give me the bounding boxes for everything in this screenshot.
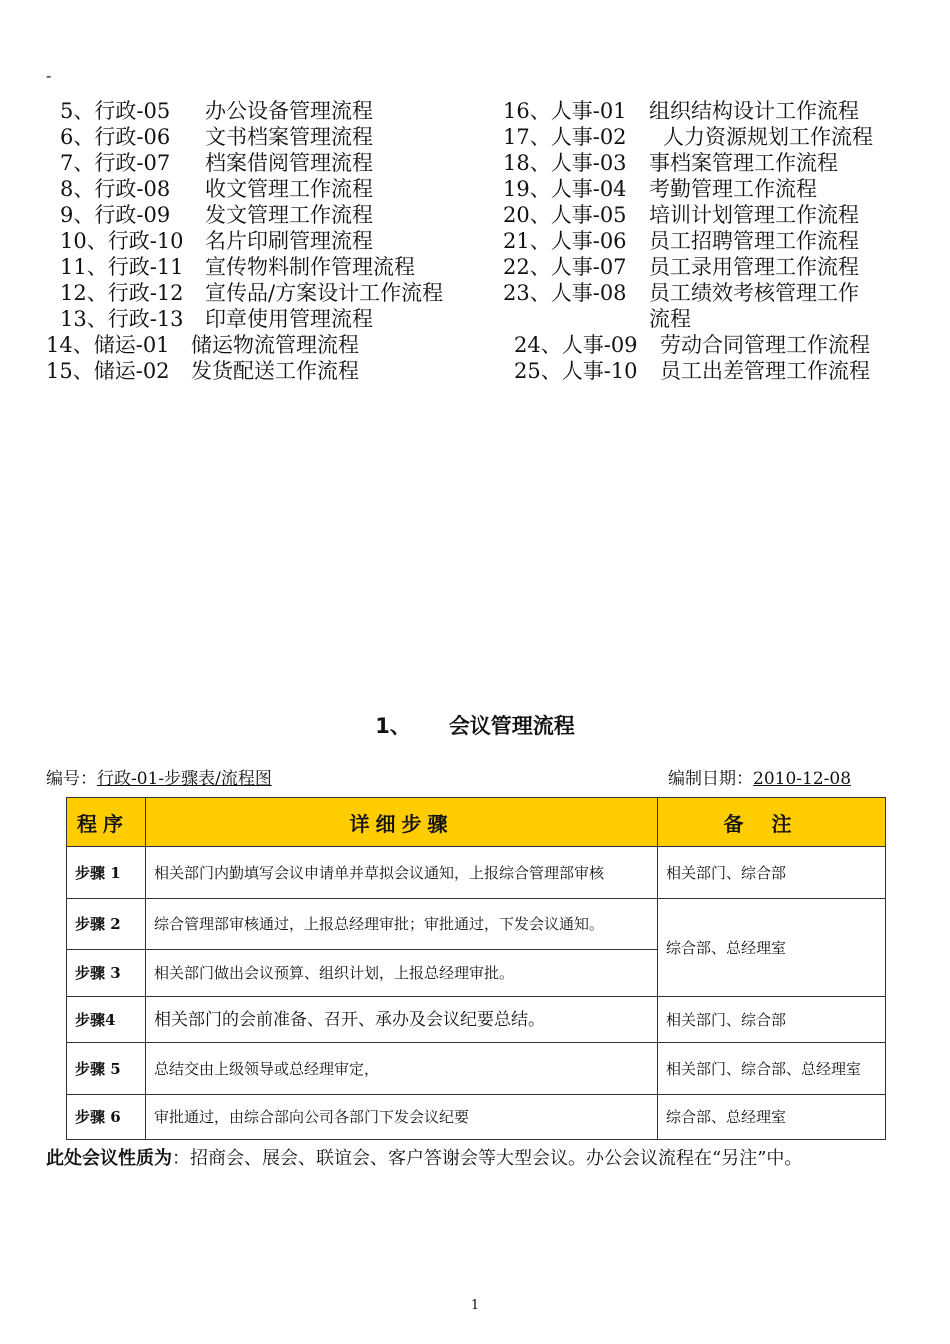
- step-detail: 综合管理部审核通过，上报总经理审批；审批通过，下发会议通知。: [146, 899, 658, 950]
- toc-item: [514, 332, 870, 358]
- step-note: 相关部门、综合部: [658, 847, 886, 899]
- step-note: 综合部、总经理室: [658, 1095, 886, 1140]
- toc-item: [503, 98, 859, 124]
- toc-number: 23、人事-08: [503, 281, 627, 305]
- toc-number: 25、人事-10: [514, 359, 638, 383]
- table-row: [67, 847, 886, 899]
- step-note: 相关部门、综合部、总经理室: [658, 1043, 886, 1095]
- toc-number: 24、人事-09: [514, 333, 638, 357]
- toc-item-continuation: 流程: [649, 307, 691, 331]
- step-detail: 审批通过，由综合部向公司各部门下发会议纪要: [146, 1095, 658, 1140]
- document-code: [46, 764, 272, 789]
- meeting-type-note: [46, 1144, 802, 1170]
- step-detail: 相关部门的会前准备、召开、承办及会议纪要总结。: [146, 997, 658, 1043]
- step-note: 相关部门、综合部: [658, 997, 886, 1043]
- step-label: 步骤 3: [67, 950, 146, 997]
- toc-item: [503, 176, 817, 202]
- code-value: 行政-01-步骤表/流程图: [97, 769, 272, 789]
- toc-item: [46, 358, 359, 384]
- toc-item: [60, 176, 373, 202]
- toc-title: 文书档案管理流程: [205, 125, 373, 149]
- page-number: 1: [470, 1298, 480, 1313]
- toc-number: 18、人事-03: [503, 151, 627, 175]
- toc-item: [60, 202, 373, 228]
- toc-title: 办公设备管理流程: [205, 99, 373, 123]
- toc-item: [503, 254, 859, 280]
- toc-number: 15、储运-02: [46, 359, 170, 383]
- document-date: [668, 764, 851, 789]
- toc-item: [60, 98, 373, 124]
- toc-number: 17、人事-02: [503, 125, 627, 149]
- header-mark: -: [46, 66, 52, 85]
- toc-title: 员工招聘管理工作流程: [649, 229, 859, 253]
- toc-item: [503, 202, 859, 228]
- toc-number: 5、行政-05: [60, 99, 171, 123]
- toc-title: 宣传品/方案设计工作流程: [205, 281, 444, 305]
- toc-item: [503, 124, 873, 150]
- step-note: 综合部、总经理室: [658, 899, 886, 997]
- toc-item: [60, 306, 373, 332]
- toc-title: 考勤管理工作流程: [649, 177, 817, 201]
- step-label: 步骤 1: [67, 847, 146, 899]
- toc-item: [46, 332, 359, 358]
- step-detail: 总结交由上级领导或总经理审定，: [146, 1043, 658, 1095]
- section-number: 1、: [375, 714, 411, 738]
- toc-number: 16、人事-01: [503, 99, 627, 123]
- toc-number: 7、行政-07: [60, 151, 171, 175]
- date-value: 2010-12-08: [753, 769, 852, 789]
- step-detail: 相关部门内勤填写会议申请单并草拟会议通知，上报综合管理部审核: [146, 847, 658, 899]
- toc-title: 收文管理工作流程: [205, 177, 373, 201]
- step-label: 步骤 6: [67, 1095, 146, 1140]
- toc-item: [503, 150, 838, 176]
- table-row: [67, 899, 886, 950]
- toc-item: [514, 358, 870, 384]
- toc-item: [60, 124, 373, 150]
- toc-title: 员工绩效考核管理工作: [649, 281, 859, 305]
- note-text: ：招商会、展会、联谊会、客户答谢会等大型会议。办公会议流程在“另注”中。: [172, 1148, 803, 1169]
- step-label: 步骤 5: [67, 1043, 146, 1095]
- section-title-text: 会议管理流程: [448, 714, 575, 738]
- toc-item: [503, 228, 859, 254]
- toc-item: [60, 254, 415, 280]
- toc-number: 6、行政-06: [60, 125, 171, 149]
- toc-title: 发货配送工作流程: [191, 359, 359, 383]
- toc-title: 组织结构设计工作流程: [649, 99, 859, 123]
- toc-item: [60, 280, 443, 306]
- toc-item: [60, 228, 373, 254]
- toc-title: 员工录用管理工作流程: [649, 255, 859, 279]
- header-detail: 详细步骤: [146, 798, 658, 847]
- toc-number: 21、人事-06: [503, 229, 627, 253]
- toc-number: 11、行政-11: [60, 255, 184, 279]
- table-row: [67, 1095, 886, 1140]
- toc-title: 名片印刷管理流程: [205, 229, 373, 253]
- toc-number: 10、行政-10: [60, 229, 184, 253]
- step-label: 步骤 2: [67, 899, 146, 950]
- toc-title: 档案借阅管理流程: [205, 151, 373, 175]
- toc-title: 人力资源规划工作流程: [663, 125, 873, 149]
- toc-number: 14、储运-01: [46, 333, 170, 357]
- toc-title: 事档案管理工作流程: [649, 151, 838, 175]
- toc-number: 8、行政-08: [60, 177, 171, 201]
- toc-number: 13、行政-13: [60, 307, 184, 331]
- toc-item: [60, 150, 373, 176]
- toc-title: 发文管理工作流程: [205, 203, 373, 227]
- table-row: [67, 1043, 886, 1095]
- header-program: 程序: [67, 798, 146, 847]
- toc-number: 22、人事-07: [503, 255, 627, 279]
- toc-number: 12、行政-12: [60, 281, 184, 305]
- table-header-row: [67, 798, 886, 847]
- code-label: 编号：: [46, 769, 97, 789]
- date-label: 编制日期：: [668, 769, 753, 789]
- toc-number: 9、行政-09: [60, 203, 171, 227]
- section-title: [0, 710, 950, 740]
- toc-title: 宣传物料制作管理流程: [205, 255, 415, 279]
- toc-title: 培训计划管理工作流程: [649, 203, 859, 227]
- table-row: [67, 997, 886, 1043]
- toc-title: 劳动合同管理工作流程: [660, 333, 870, 357]
- toc-title: 印章使用管理流程: [205, 307, 373, 331]
- toc-title: 员工出差管理工作流程: [660, 359, 870, 383]
- toc-title: 储运物流管理流程: [191, 333, 359, 357]
- note-label: 此处会议性质为: [46, 1148, 172, 1169]
- steps-table: [66, 797, 886, 1140]
- toc-number: 20、人事-05: [503, 203, 627, 227]
- step-detail: 相关部门做出会议预算、组织计划，上报总经理审批。: [146, 950, 658, 997]
- header-note: 备注: [658, 798, 886, 847]
- toc-item: [503, 280, 859, 306]
- step-label: 步骤4: [67, 997, 146, 1043]
- toc-number: 19、人事-04: [503, 177, 627, 201]
